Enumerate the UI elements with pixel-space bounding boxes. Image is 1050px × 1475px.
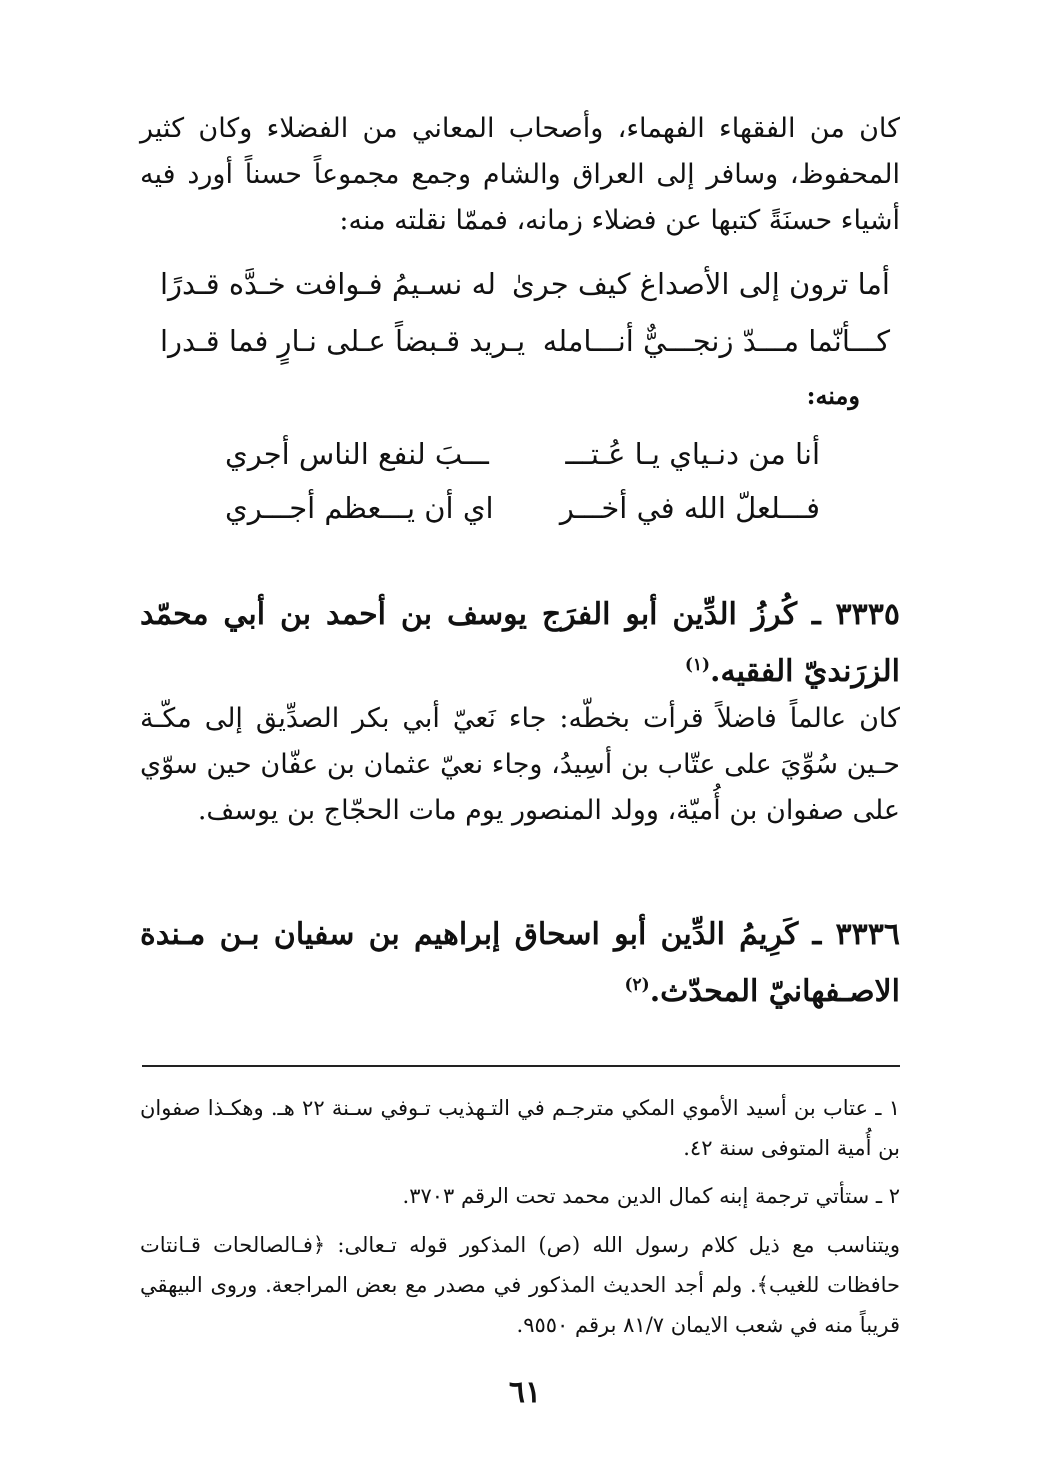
entry-3335-title: ٣٣٣٥ ـ كُرزُ الدِّين أبو الفرَج يوسف بن أحمد بن أبي محمّد الزرَنديّ الفقيه. bbox=[140, 597, 900, 689]
poem1-verse-1-first-hemistich: أما ترون إلى الأصداغ كيف جرىٰ bbox=[512, 267, 890, 301]
poem2-verse-2 bbox=[140, 482, 900, 534]
poem1-verse-1 bbox=[140, 258, 900, 310]
poem1-verse-2-second-hemistich: يـريد قـبضاً عـلى نـارٍ فما قـدرا bbox=[160, 324, 526, 358]
poem1-verse-2-first-hemistich: كـــأنّما مـــدّ زنجـــيٌّ أنـــامله bbox=[542, 324, 890, 358]
poem2-verse-1 bbox=[140, 428, 900, 480]
entry-3336-title: ٣٣٣٦ ـ كَرِيمُ الدِّين أبو اسحاق إبراهيم بن سفيان بـن مـندة الاصـفهانيّ المحدّث. bbox=[140, 917, 900, 1009]
poem2-verse-2-first-hemistich: فـــلعلّ الله في أخـــر bbox=[559, 491, 820, 525]
poem2-verse-1-second-hemistich: ـــبَ لنفع الناس أجري bbox=[225, 437, 489, 471]
footnote-1: ١ ـ عتاب بن أسيد الأموي المكي مترجـم في التـهذيب تـوفي سـنة ٢٢ هـ. وهكـذا صفوان بن أُمية المتوفى سنة ٤٢. bbox=[140, 1096, 900, 1160]
footnote-2: ٢ ـ ستأتي ترجمة إبنه كمال الدين محمد تحت الرقم ٣٧٠٣. bbox=[402, 1184, 900, 1208]
footnote-divider bbox=[142, 1065, 900, 1067]
footnote-ref-2: (٢) bbox=[624, 975, 650, 995]
entry-3336-heading bbox=[140, 910, 900, 1017]
poem2-verse-1-first-hemistich: أنا من دنـياي يـا عُـتـــ bbox=[565, 437, 820, 471]
entry-3335-heading bbox=[140, 590, 900, 697]
poem1-verse-2 bbox=[140, 315, 900, 367]
footnote-ref-1: (١) bbox=[684, 655, 711, 675]
footnote-3: ويتناسب مع ذيل كلام رسول الله (ص) المذكور قوله تـعالى: ﴿فـالصالحات قـانتات حافظات للغيب﴾. ولم أجد الحديث المذكور في مصدر مع بعض المراجعة. وروى البيهقي قريباً منه في شعب الايمان ٨١/٧ برقم ٩٥٥٠. bbox=[140, 1233, 900, 1337]
page-number: ٦١ bbox=[508, 1375, 542, 1410]
poem1-verse-1-second-hemistich: له نسـيمُ فـوافت خـدَّه قـدرًا bbox=[160, 267, 496, 301]
intro-paragraph: كان من الفقهاء الفهماء، وأصحاب المعاني من الفضلاء وكان كثير المحفوظ، وسافر إلى العراق والشام وجمع مجموعاً حسناً أورد فيه أشياء حسنَةً كتبها عن فضلاء زمانه، فممّا نقلته منه: bbox=[140, 113, 900, 236]
poem2-verse-2-second-hemistich: اي أن يـــعظم أجـــري bbox=[225, 491, 494, 525]
minhu-label: ومنه: bbox=[806, 381, 860, 410]
entry-3335-body: كان عالماً فاضلاً قرأت بخطّه: جاء نَعيّ أبي بكر الصدِّيق إلى مكّـة حـين سُوِّيَ على عتّاب بن أسِيدُ، وجاء نعيّ عثمان بن عفّان حين سوّي على صفوان بن أُميّة، وولد المنصور يوم مات الحجّاج بن يوسف. bbox=[140, 703, 900, 826]
